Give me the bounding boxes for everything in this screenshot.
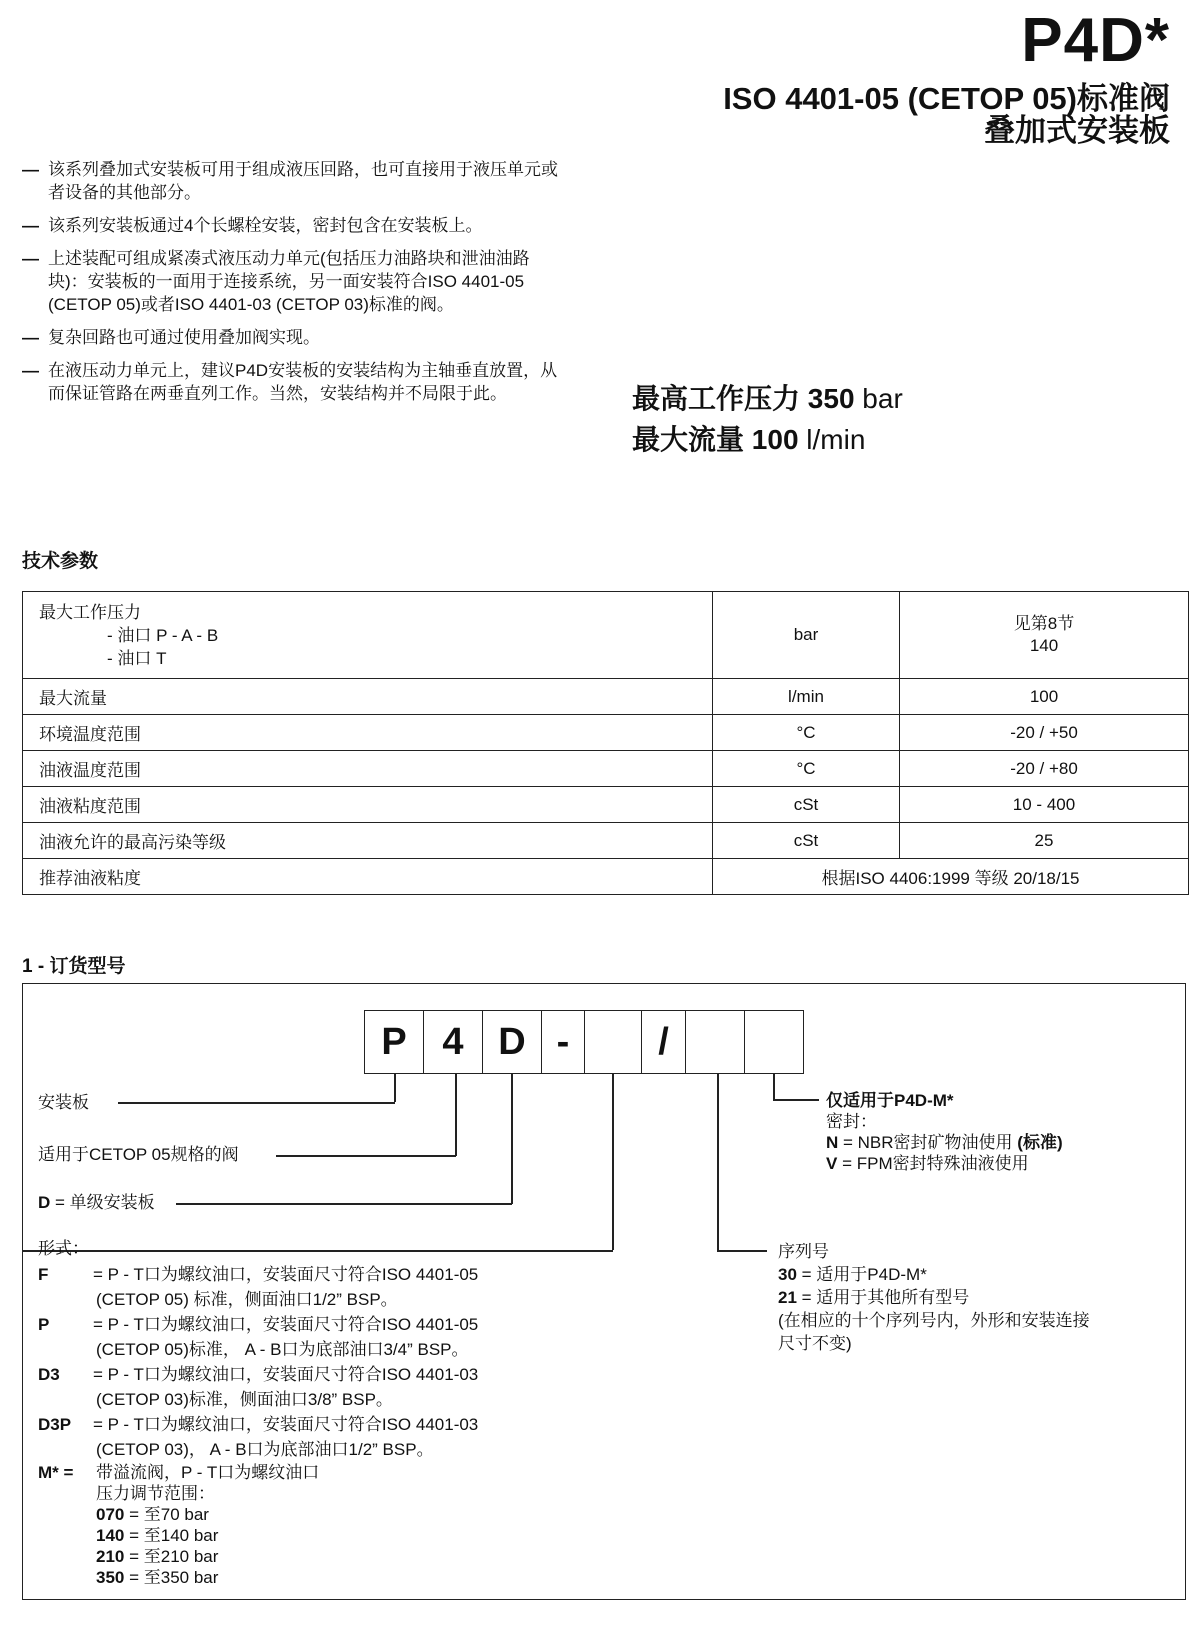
- leader-line: [455, 1074, 457, 1156]
- code-cell-seal: [744, 1010, 804, 1074]
- code-cell-d: D: [482, 1010, 542, 1074]
- key-specs: [632, 378, 903, 460]
- list-item: (CETOP 03)标准，侧面油口3/8” BSP。: [96, 1390, 393, 1409]
- table-cell: -20 / +80: [900, 751, 1189, 787]
- table-cell: 根据ISO 4406:1999 等级 20/18/15: [713, 859, 1189, 895]
- table-cell: 推荐油液粘度: [23, 859, 713, 895]
- list-item: 350 = 至350 bar: [96, 1568, 219, 1587]
- list-item: F = P - T口为螺纹油口，安装面尺寸符合ISO 4401-05: [38, 1265, 479, 1284]
- list-item: P = P - T口为螺纹油口，安装面尺寸符合ISO 4401-05: [38, 1315, 479, 1334]
- code-cell-dash: -: [541, 1010, 585, 1074]
- label-mount: 安装板: [38, 1093, 89, 1112]
- leader-line: [22, 1250, 613, 1252]
- leader-line: [773, 1074, 775, 1100]
- code-cell-4: 4: [423, 1010, 483, 1074]
- model-title: P4D*: [1021, 6, 1170, 75]
- list-item: — 上述装配可组成紧凑式液压动力单元(包括压力油路块和泄油油路块)：安装板的一面用于连接系统，另一面安装符合ISO 4401-05 (CETOP 05)或者ISO 4401-03 (CETOP 03)标准的阀。: [22, 249, 530, 314]
- leader-line: [276, 1155, 456, 1157]
- leader-line: [717, 1074, 719, 1250]
- table-cell: 见第8节: [1013, 614, 1075, 633]
- code-cell-serial: [685, 1010, 745, 1074]
- max-pressure-spec: 最高工作压力 350 bar: [632, 383, 903, 414]
- table-row: [23, 751, 1189, 787]
- label-cetop: 适用于CETOP 05规格的阀: [38, 1145, 239, 1164]
- list-item: — 该系列安装板通过4个长螺栓安装，密封包含在安装板上。: [22, 216, 483, 235]
- table-cell: bar: [713, 592, 900, 679]
- table-cell: 最大流量: [23, 679, 713, 715]
- table-row: [23, 859, 1189, 895]
- list-item: (CETOP 03)， A - B口为底部油口1/2” BSP。: [96, 1440, 434, 1459]
- list-item: D3 = P - T口为螺纹油口，安装面尺寸符合ISO 4401-03: [38, 1365, 479, 1384]
- table-cell: cSt: [713, 787, 900, 823]
- list-item: (CETOP 05)标准， A - B口为底部油口3/4” BSP。: [96, 1340, 469, 1359]
- table-cell: 油液温度范围: [23, 751, 713, 787]
- table-row: [23, 679, 1189, 715]
- table-row: [23, 823, 1189, 859]
- table-cell: 油液粘度范围: [23, 787, 713, 823]
- tech-heading: 技术参数: [22, 551, 99, 572]
- relief-valve-info: 带溢流阀，P - T口为螺纹油口 压力调节范围： 070 = 至70 bar 140 = 至140 bar 210 = 至210 bar 350 = 至350 bar: [96, 1463, 320, 1587]
- code-cell-form: [584, 1010, 642, 1074]
- table-cell: cSt: [713, 823, 900, 859]
- list-item: — 复杂回路也可通过使用叠加阀实现。: [22, 328, 320, 347]
- leader-line: [511, 1074, 513, 1204]
- leader-line: [717, 1250, 767, 1252]
- list-item: 140 = 至140 bar: [96, 1526, 219, 1545]
- seal-info: 仅适用于P4D-M* 密封： N = NBR密封矿物油使用 (标准) V = FPM密封特殊油液使用: [826, 1091, 1063, 1173]
- leader-line: [773, 1099, 819, 1101]
- table-cell: °C: [713, 715, 900, 751]
- table-row: [23, 592, 1189, 679]
- table-cell: l/min: [713, 679, 900, 715]
- table-row: [23, 715, 1189, 751]
- table-cell: 25: [900, 823, 1189, 859]
- tech-table: [22, 591, 1189, 895]
- list-item: — 该系列叠加式安装板可用于组成液压回路，也可直接用于液压单元或者设备的其他部分。: [22, 160, 558, 202]
- leader-line: [176, 1203, 512, 1205]
- max-flow-spec: 最大流量 100 l/min: [632, 424, 866, 455]
- table-cell: - 油口 T: [107, 648, 167, 668]
- feature-list: [22, 158, 562, 415]
- leader-line: [612, 1074, 614, 1250]
- ordering-heading: 1 - 订货型号: [22, 956, 126, 977]
- serial-info: 序列号 30 = 适用于P4D-M* 21 = 适用于其他所有型号 (在相应的十个序列号内，外形和安装连接 尺寸不变): [778, 1242, 1090, 1353]
- list-item: (CETOP 05) 标准，侧面油口1/2” BSP。: [96, 1290, 398, 1309]
- table-cell: 140: [1029, 636, 1059, 655]
- subtitle-plate: 叠加式安装板: [984, 113, 1170, 148]
- table-cell: 10 - 400: [900, 787, 1189, 823]
- subtitle-standard: ISO 4401-05 (CETOP 05)标准阀: [723, 81, 1170, 116]
- table-cell: - 油口 P - A - B: [107, 625, 219, 645]
- table-row: [23, 787, 1189, 823]
- list-item: 210 = 至210 bar: [96, 1547, 219, 1566]
- table-cell: 油液允许的最高污染等级: [23, 823, 713, 859]
- list-item: 070 = 至70 bar: [96, 1505, 209, 1524]
- list-item: D3P = P - T口为螺纹油口，安装面尺寸符合ISO 4401-03: [38, 1415, 479, 1434]
- form-list: [38, 1262, 478, 1462]
- label-d: D = 单级安装板: [38, 1193, 155, 1212]
- table-cell: 环境温度范围: [23, 715, 713, 751]
- table-cell: -20 / +50: [900, 715, 1189, 751]
- table-cell: °C: [713, 751, 900, 787]
- leader-line: [118, 1102, 395, 1104]
- leader-line: [394, 1074, 396, 1102]
- form-title: 形式：: [38, 1239, 89, 1258]
- form-m: M* =: [38, 1463, 74, 1482]
- table-cell: 最大工作压力: [39, 602, 141, 622]
- table-cell: 100: [900, 679, 1189, 715]
- list-item: — 在液压动力单元上，建议P4D安装板的安装结构为主轴垂直放置，从而保证管路在两垂直列工作。当然，安装结构并不局限于此。: [22, 361, 558, 403]
- code-cell-p: P: [364, 1010, 424, 1074]
- code-cell-slash: /: [641, 1010, 686, 1074]
